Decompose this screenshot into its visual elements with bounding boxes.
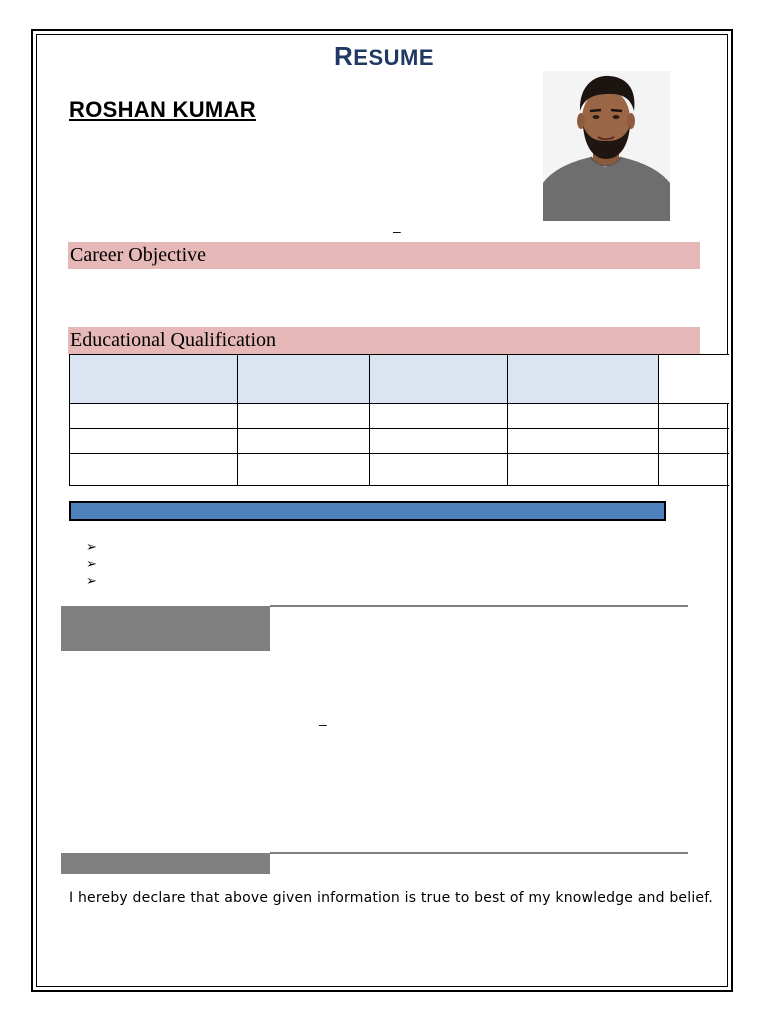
table-header-cell: [238, 355, 370, 404]
dash-mark: –: [319, 716, 327, 732]
table-cell: [659, 404, 730, 429]
career-objective-heading: Career Objective: [68, 242, 700, 269]
table-cell: [508, 454, 659, 486]
table-cell: [508, 404, 659, 429]
section-rule: [270, 852, 688, 854]
table-cell: [508, 429, 659, 454]
table-cell: [70, 429, 238, 454]
table-row: [70, 429, 730, 454]
list-item: [86, 555, 97, 572]
document-title: [0, 41, 768, 72]
table-cell: [70, 454, 238, 486]
table-header-row: [70, 355, 730, 404]
education-table: [69, 354, 729, 486]
declaration-text: I hereby declare that above given information is true to best of my knowledge and belief.: [69, 890, 713, 906]
skills-heading-bar: [69, 501, 666, 521]
table-header-cell: [370, 355, 508, 404]
section-heading-tab: [61, 606, 270, 651]
dash-mark: –: [393, 223, 401, 239]
table-cell: [659, 454, 730, 486]
table-cell: [238, 429, 370, 454]
list-item: [86, 572, 97, 589]
table-row: [70, 404, 730, 429]
section-rule: [270, 605, 688, 607]
table-row: [70, 454, 730, 486]
arrow-bullet-icon: ➢: [86, 539, 97, 554]
table-header-cell: [508, 355, 659, 404]
list-item: [86, 538, 97, 555]
table-cell: [659, 429, 730, 454]
title-initial: R: [333, 41, 354, 71]
profile-photo: [543, 71, 670, 221]
arrow-bullet-icon: ➢: [86, 573, 97, 588]
table-cell: [370, 429, 508, 454]
table-cell: [238, 404, 370, 429]
table-header-cell: [659, 355, 730, 404]
candidate-name: ROSHAN KUMAR: [69, 97, 256, 122]
bullet-list: [86, 538, 97, 589]
educational-qualification-heading: Educational Qualification: [68, 327, 700, 354]
table-cell: [370, 454, 508, 486]
declaration-heading-tab: [61, 853, 270, 874]
arrow-bullet-icon: ➢: [86, 556, 97, 571]
table-header-cell: [70, 355, 238, 404]
table-cell: [70, 404, 238, 429]
person-photo-icon: [543, 71, 670, 221]
title-rest: ESUME: [353, 45, 435, 70]
table-cell: [238, 454, 370, 486]
table-cell: [370, 404, 508, 429]
